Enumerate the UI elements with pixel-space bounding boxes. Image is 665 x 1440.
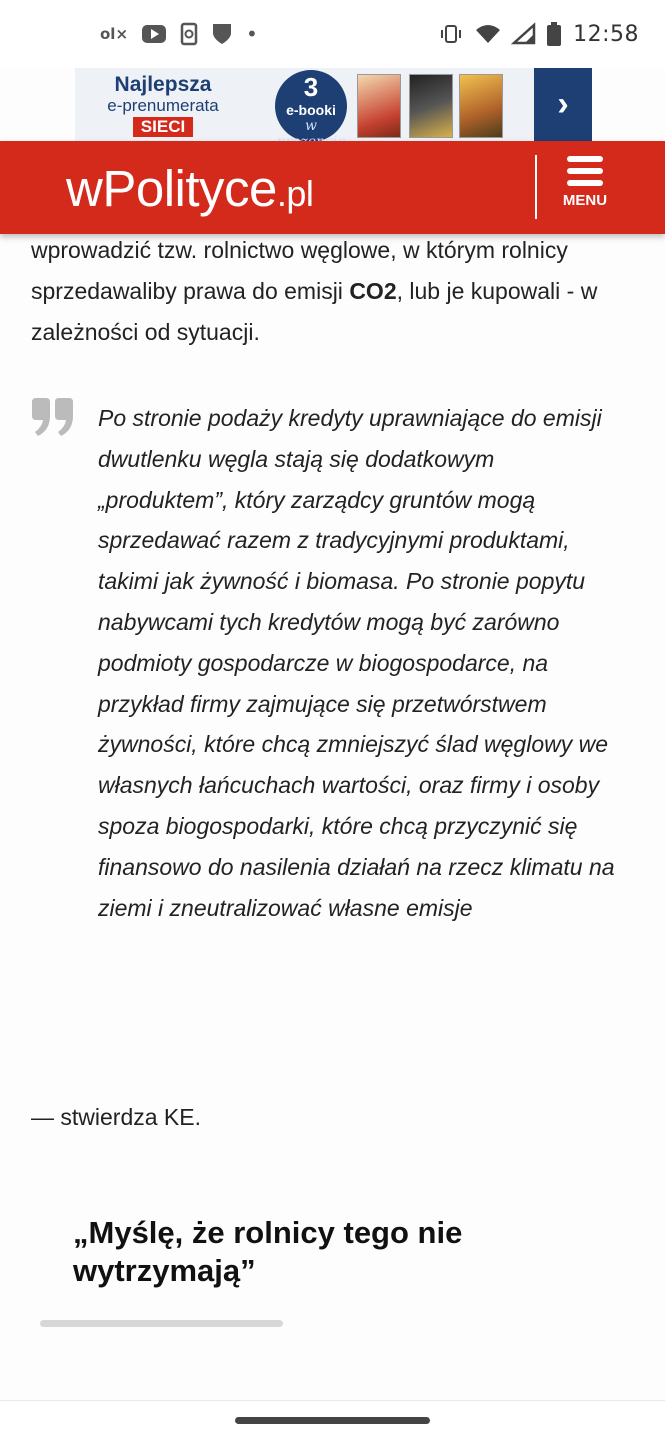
horizontal-scrollbar[interactable] [40, 1320, 283, 1327]
ad-badge [275, 70, 347, 142]
hamburger-icon [555, 153, 615, 186]
home-gesture-handle[interactable] [235, 1417, 430, 1424]
paragraph-text: wprowadzić tzw. rolnictwo węglowe, w którym rolnicy sprzedawaliby prawa do emisji [31, 237, 568, 304]
vibrate-icon [439, 24, 463, 44]
ad-book-cover [409, 74, 453, 138]
menu-label: MENU [562, 192, 608, 209]
ad-banner[interactable] [75, 68, 592, 141]
chevron-right-icon: › [557, 85, 569, 123]
olx-icon: ol× [100, 25, 129, 43]
logo-suffix: .pl [276, 173, 314, 214]
ad-subline: e-prenumerata [107, 96, 219, 115]
ad-text-block [83, 74, 243, 137]
wifi-icon [475, 24, 501, 44]
article-paragraph [31, 230, 631, 353]
shield-icon [212, 23, 232, 45]
site-header [0, 141, 665, 234]
youtube-icon [142, 25, 166, 43]
status-bar [0, 0, 665, 68]
ad-badge-script: w [305, 118, 317, 134]
logo-main: wPolityce [66, 160, 277, 217]
paragraph-bold: CO2 [349, 278, 397, 304]
blockquote: Po stronie podaży kredyty uprawniające do emisji dwutlenku węgla stają się dodatkowym „produktem”, który zarządcy gruntów mogą sprzedawać razem z tradycyjnymi produktami, takimi jak żywność i biomasa. Po stronie popytu nabywcami tych kredytów mogą być zarówno podmioty gospodarcze w biogospodarce, na przykład firmy zajmujące się przetwórstwem żywności, które chcą zmniejszyć ślad węglowy we własnych łańcuchach wartości, oraz firmy i osoby spoza biogospodarki, które chcą przyczynić się finansowo do nasilenia działań na rzecz klimatu na ziemi i zneutralizować własne emisje [98, 405, 615, 921]
screen-rotate-icon [180, 23, 198, 45]
clock: 12:58 [573, 21, 639, 47]
article-subheading: „Myślę, że rolnicy tego nie wytrzymają” [73, 1215, 463, 1288]
site-logo[interactable] [66, 159, 313, 218]
dot-icon: • [246, 22, 258, 46]
battery-icon [547, 22, 561, 46]
ad-badge-text: e-booki [286, 102, 336, 118]
system-nav-bar [0, 1400, 665, 1440]
ad-brand: SIECI [133, 117, 193, 137]
paragraph-text-end: , lub je kupowali - w zależności od sytuacji. [31, 278, 598, 345]
ad-headline: Najlepsza [114, 73, 212, 96]
ad-badge-number: 3 [303, 72, 319, 102]
quote-icon [30, 398, 76, 438]
quote-attribution: — stwierdza KE. [31, 1104, 201, 1130]
ad-arrow-button[interactable] [534, 68, 592, 141]
menu-button[interactable] [555, 153, 615, 225]
header-divider [535, 155, 537, 219]
ad-book-cover [459, 74, 503, 138]
signal-icon [513, 24, 535, 44]
ad-book-cover [357, 74, 401, 138]
